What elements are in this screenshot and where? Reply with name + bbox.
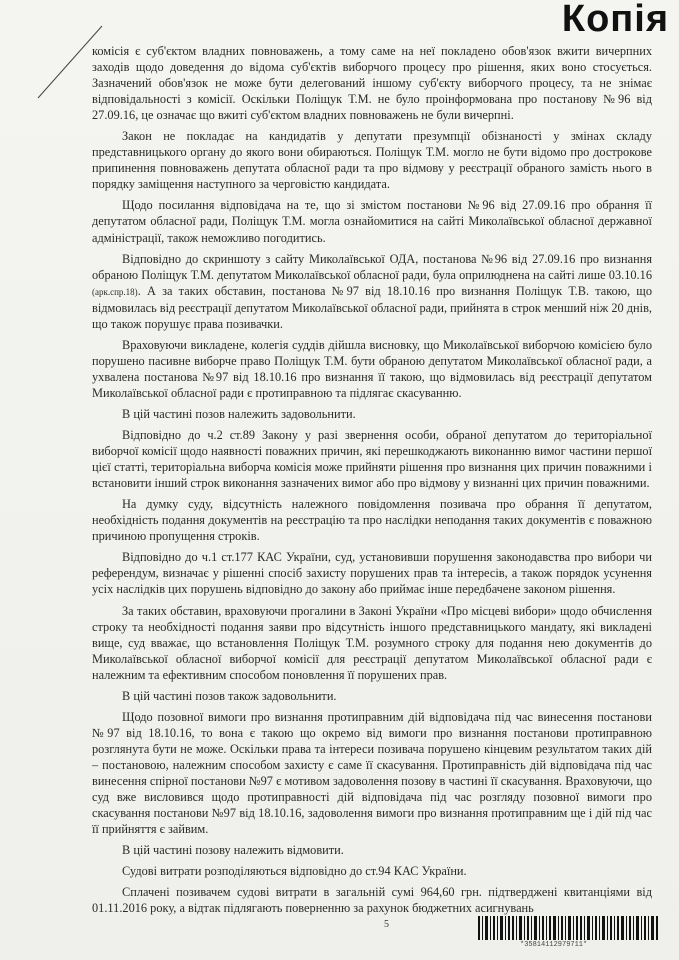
paragraph-4-text-after: . А за таких обставин, постанова №97 від 18.10.16 про визнання Поліщук Т.В. такою, що відмовилась від реєстрації депутатом Миколаївської обласної ради, прийнята в строк менший ніж 20 днів, що також порушує права позивачки.: [92, 283, 652, 331]
paragraph-13: В цій частині позову належить відмовити.: [122, 843, 344, 858]
case-sheet-reference: (арк.спр.18): [92, 286, 138, 297]
paragraph-10: За таких обставин, враховуючи прогалини в Законі України «Про місцеві вибори» щодо обчислення строку та необхідності подання заяви про відсутність іншого представницького мандату, які викладені вище, суд вважає, що встановлення Поліщук Т.М. розумного строку для подання нею документів до Миколаївської обласної виборчої комісії для реєстрації депутатом Миколаївської обласної ради є належним та ефективним способом поновлення її порушених прав.: [92, 603, 652, 682]
paragraph-4: [92, 251, 652, 332]
paragraph-6: В цій частині позов належить задовольнити.: [122, 406, 356, 421]
paragraph-9: Відповідно до ч.1 ст.177 КАС України, суд, установивши порушення законодавства про вибори чи референдум, визначає у рішенні спосіб захисту порушених прав та інтересів, а також порядок усунення усіх наслідків цих порушень відповідно до закону або приймає інше передбачене законом рішення.: [92, 550, 652, 597]
paragraph-3: Щодо посилання відповідача на те, що зі змістом постанови №96 від 27.09.16 про обрання її депутатом обласної ради, Поліщук Т.М. могла ознайомитися на сайті Миколаївської обласної державної адміністрації, також неможливо погодитись.: [92, 198, 652, 245]
paragraph-14: Судові витрати розподіляються відповідно до ст.94 КАС України.: [122, 864, 467, 879]
judgment-text: [92, 43, 652, 916]
paragraph-1: комісія є суб'єктом владних повноважень, а тому саме на неї покладено обов'язок вжити вичерпних заходів щодо доведення до відома суб'єктів виборчого процесу про рішення, яких воно стосується. Зазначений обов'язок не може бути делегований іншому суб'єкту виборчого процесу, та не знімає відповідальності з комісії. Оскільки Поліщук Т.М. не було проінформована про постанову №96 від 27.09.16, це означає що вжиті суб'єктом владних повноважень не були вичерпні.: [92, 44, 652, 123]
paragraph-15: Сплачені позивачем судові витрати в загальній сумі 964,60 грн. підтверджені квитанціями від 01.11.2016 року, а відтак підлягають поверненню за рахунок бюджетних асигнувань: [92, 885, 652, 916]
copy-stamp: Копія: [561, 0, 669, 40]
paragraph-5: Враховуючи викладене, колегія суддів дійшла висновку, що Миколаївської виборчою комісією було порушено пасивне виборче право Поліщук Т.М. бути обраною депутатом Миколаївської обласної ради, а ухвалена постанова №97 від 18.10.16 про визнання її такою, що відмовилась від реєстрації депутатом Миколаївської обласної ради є протиправною та підлягає скасуванню.: [92, 337, 652, 400]
page-number: 5: [384, 919, 389, 930]
barcode: [478, 916, 658, 940]
barcode-number: *35814112979711*: [520, 941, 588, 949]
paragraph-12: Щодо позовної вимоги про визнання протиправним дій відповідача під час винесення постанови №97 від 18.10.16, то вона є такою що окремо від вимоги про визнання постанови протиправною розглянута бути не може. Оскільки права та інтереси позивача порушено кінцевим результатом таких дій – постановою, належним способом захисту є саме її скасування. Протиправність дій відповідача під час винесення спірної постанови №97 є мотивом задоволення позову в частині її скасування. Враховуючи, що суд вже висловився щодо протиправності дій відповідача під час розгляду позовної вимоги про скасування постанови №97 від 18.10.16, задоволення вимоги про визнання протиправним ще і дій під час її прийняття є зайвим.: [92, 709, 652, 837]
paragraph-11: В цій частині позов також задовольнити.: [122, 688, 337, 703]
paragraph-7: Відповідно до ч.2 ст.89 Закону у разі звернення особи, обраної депутатом до територіальної виборчої комісії щодо наявності поважних причин, які перешкоджають виконанню вимог частини першої цієї статті, територіальна виборча комісія може прийняти рішення про визнання цих причин поважними і встановити інший строк виконання зазначених вимог або про відмову у визнанні цих причин поважними.: [92, 428, 652, 491]
paragraph-4-text: Відповідно до скриншоту з сайту Миколаївської ОДА, постанова №96 від 27.09.16 про визнання обраною Поліщук Т.М. депутатом Миколаївської обласної ради, була оприлюднена на сайті лише 03.10.16: [92, 251, 652, 282]
paragraph-8: На думку суду, відсутність належного повідомлення позивача про обрання її депутатом, необхідність подання документів на реєстрацію та про наслідки неподання таких документів є поважною причиною пропущення строків.: [92, 497, 652, 544]
paragraph-2: Закон не покладає на кандидатів у депутати презумпції обізнаності у змінах складу представницького органу до якого вони обираються. Поліщук Т.М. могло не бути відомо про дострокове припинення повноважень депутата обласної ради та про відмову у реєстрації обраного замість нього в порядку заміщення наступного за черговістю кандидата.: [92, 129, 652, 192]
